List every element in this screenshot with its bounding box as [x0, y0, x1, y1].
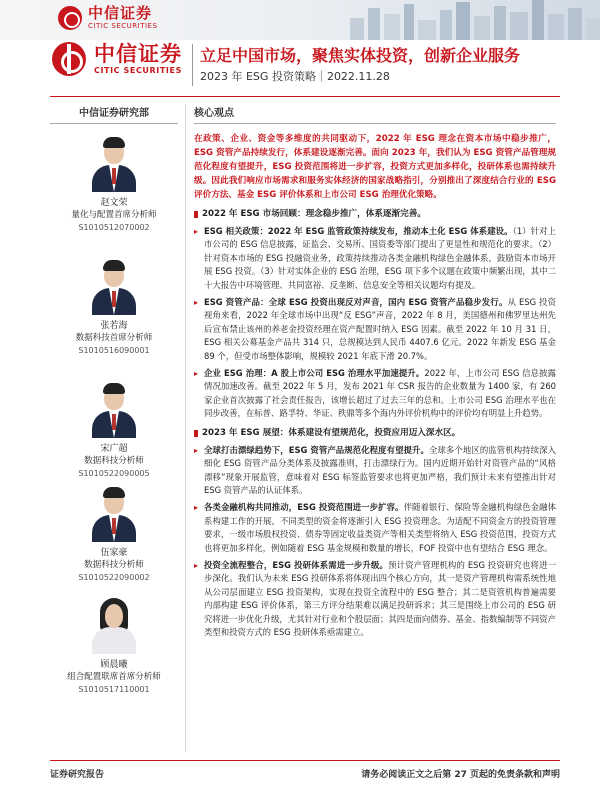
- brand-name-cn: 中信证券: [94, 41, 182, 66]
- analyst-role: 组合配置联席首席分析师: [67, 672, 161, 682]
- analyst-card: [50, 257, 178, 355]
- main-logo: [52, 42, 182, 76]
- analyst-role: 量化与配置首席分析师: [71, 210, 157, 220]
- banner-logo: [58, 6, 157, 30]
- analyst-license: S1010522090005: [78, 468, 150, 478]
- banner-brand-en: CITIC SECURITIES: [88, 22, 158, 30]
- header-rule: [50, 96, 560, 97]
- analyst-card: [50, 484, 178, 582]
- analyst-license: S1010512070002: [78, 222, 150, 232]
- bullet-lead: 投资全流程整合，ESG 投研体系需进一步升级。: [204, 559, 389, 570]
- column-divider: [185, 104, 186, 752]
- avatar: [89, 484, 139, 542]
- core-views-heading: 核心观点: [194, 104, 556, 124]
- bullet-text: 全球多个地区的监管机构持续深入细化 ESG 资管产品分类体系及披露准则，打击漂绿行为。国内近期开始针对资管产品的“风格漂移”现象开展监管，意味着对 ESG 标签监管要求也将更加严格，我们预计未来有望推出针对 ESG 资管产品的认证体系。: [204, 444, 556, 495]
- section-heading: 2022 年 ESG 市场回顾：理念稳步推广，体系逐渐完善。: [194, 208, 556, 221]
- analyst-name: 顾晨曦: [100, 660, 128, 670]
- analyst-license: S1010522090002: [78, 572, 150, 582]
- bullet-text: （1）针对上市公司的 ESG 信息披露，证监会、交易所、国资委等部门提出了更显性和规范化的要求。（2）针对资本市场的 ESG 投融资业务，政策持续推动各类金融机构绿色金融体系，鼓励资本市场开展 ESG 投资。（3）针对实体企业的 ESG 治理，ESG 项下多个议题在政策中频繁出现，其中二十大报告中环境管理、共同富裕、反垄断、信息安全等相关议题均有提及。: [204, 226, 556, 290]
- analyst-card: [50, 380, 178, 478]
- research-dept-heading: 中信证券研究部: [50, 104, 178, 124]
- summary-paragraph: 在政策、企业、资金等多维度的共同驱动下，2022 年 ESG 理念在资本市场中稳步推广，ESG 资管产品持续发行，体系建设逐渐完善。面向 2023 年，我们认为 ESG 资管产品管理规范化程度有望提升，ESG 投资范围将进一步扩容，投资方式更加多样化，投研体系也需持续升级。因此我们响应市场需求和服务实体经济的国家战略指引，分别推出了深度结合行业的 ESG 评价方法、基金 ESG 评价体系和上市公司 ESG 治理优化策略。: [194, 134, 556, 200]
- bullet-text: 从 ESG 投资视角来看，2022 年全球市场中出现“反 ESG”声音，2022 年 8 月，美国德州和佛罗里达州先后宣布禁止该州的养老金投资经理在资产配置时纳入 ESG 因素。截至 2022 年 10 月 31 日，ESG 相关公募基金产品共 314 只，总规模达到人民币 4407.6 亿元。2022 年新发 ESG 基金 89 个，但受市场整体影响，规模较 2021 年底下滑 20.7%。: [204, 297, 556, 361]
- brand-name-en: CITIC SECURITIES: [94, 66, 182, 75]
- top-banner: [0, 0, 600, 40]
- analyst-name: 赵文荣: [100, 198, 128, 208]
- list-item: [194, 225, 556, 292]
- analyst-role: 数据科技分析师: [84, 456, 144, 466]
- bullet-lead: ESG 资管产品：全球 ESG 投资出现反对声音，国内 ESG 资管产品稳步发行。: [204, 297, 508, 308]
- banner-brand-cn: 中信证券: [88, 4, 153, 22]
- list-item: [194, 296, 556, 363]
- footer-disclaimer: 请务必阅读正文之后第 27 页起的免责条款和声明: [361, 770, 560, 780]
- analyst-role: 数据科技首席分析师: [75, 333, 153, 343]
- footer-report-type: 证券研究报告: [50, 770, 105, 780]
- bullet-lead: ESG 相关政策：2022 年 ESG 监管政策持续发布，推动本土化 ESG 体系建设。: [204, 226, 513, 236]
- report-subtitle: 2023 年 ESG 投资策略｜2022.11.28: [200, 70, 390, 83]
- bullet-text: 预计资产管理机构的 ESG 投资研究也将进一步深化。我们认为未来 ESG 投研体系将体现出四个核心方向，其一是资产管理机构需系统性地从公司层面建立 ESG 投资架构，实现在投资全流程中的 ESG 整合；其二是资管机构普遍需要内部构建 ESG 评价体系，第三方评分结果难以满足投研诉求；其三是围绕上市公司的 ESG 研究将进一步优化升级，尤其针对行业和个股层面；其四是面向债券、基金、指数编制等不同资产类型和投资方式的 ESG 投研体系亟需建立。: [204, 559, 556, 637]
- list-item: [194, 367, 556, 421]
- avatar: [89, 134, 139, 192]
- city-skyline-icon: [340, 0, 600, 40]
- analyst-card: [50, 134, 178, 232]
- core-views: [194, 104, 556, 639]
- avatar: [89, 596, 139, 654]
- analyst-name: 伍家豪: [100, 548, 128, 558]
- citic-logo-icon: [52, 42, 86, 76]
- list-item: [194, 559, 556, 639]
- footer-rule: [50, 760, 560, 761]
- list-item: [194, 444, 556, 498]
- analyst-card: [50, 596, 178, 694]
- analyst-role: 数据科技分析师: [84, 560, 144, 570]
- list-item: [194, 501, 556, 555]
- bullet-text: 2022 年，上市公司 ESG 信息披露情况加速改善。截至 2022 年 5 月，发布 2021 年 CSR 报告的企业数量为 1400 家，有 260 家企业首次披露了社会责任报告，该增长超过了过去三年的总和。上市公司 ESG 治理水平也在同步改善，在标普、路孚特、华证、秩鼎等多个海内外评价机构中的评价均有明显上升趋势。: [204, 368, 556, 419]
- bullet-lead: 全球打击漂绿趋势下，ESG 资管产品规范化程度有望提升。: [204, 444, 429, 455]
- bullet-lead: 企业 ESG 治理：A 股上市公司 ESG 治理水平加速提升。: [204, 368, 425, 379]
- section-heading: 2023 年 ESG 展望：体系建设有望规范化，投资应用迈入深水区。: [194, 427, 556, 440]
- bullet-lead: 各类金融机构共同推动，ESG 投资范围进一步扩容。: [204, 502, 404, 513]
- analyst-name: 宋广超: [100, 444, 128, 454]
- bullet-text: 伴随着银行、保险等金融机构绿色金融体系构建工作的开展，不同类型的资金将逐渐引入 ESG 投资理念。为适配不同资金方的投资管理要求，一级市场股权投资、债券等固定收益类资产等相关类型将纳入 ESG 投资范围，投资方式也将更加多样化，例如随着 ESG 基金规模和数量的增长，FOF 投资中也有望结合 ESG 理念。: [204, 502, 556, 553]
- citic-logo-icon: [58, 6, 82, 30]
- analyst-license: S1010517110001: [78, 684, 150, 694]
- avatar: [89, 257, 139, 315]
- avatar: [89, 380, 139, 438]
- title-divider: [192, 44, 193, 86]
- analyst-name: 张若海: [100, 321, 128, 331]
- report-title: 立足中国市场，聚焦实体投资，创新企业服务: [200, 46, 521, 65]
- analyst-license: S1010516090001: [78, 345, 150, 355]
- analyst-sidebar: [50, 104, 178, 694]
